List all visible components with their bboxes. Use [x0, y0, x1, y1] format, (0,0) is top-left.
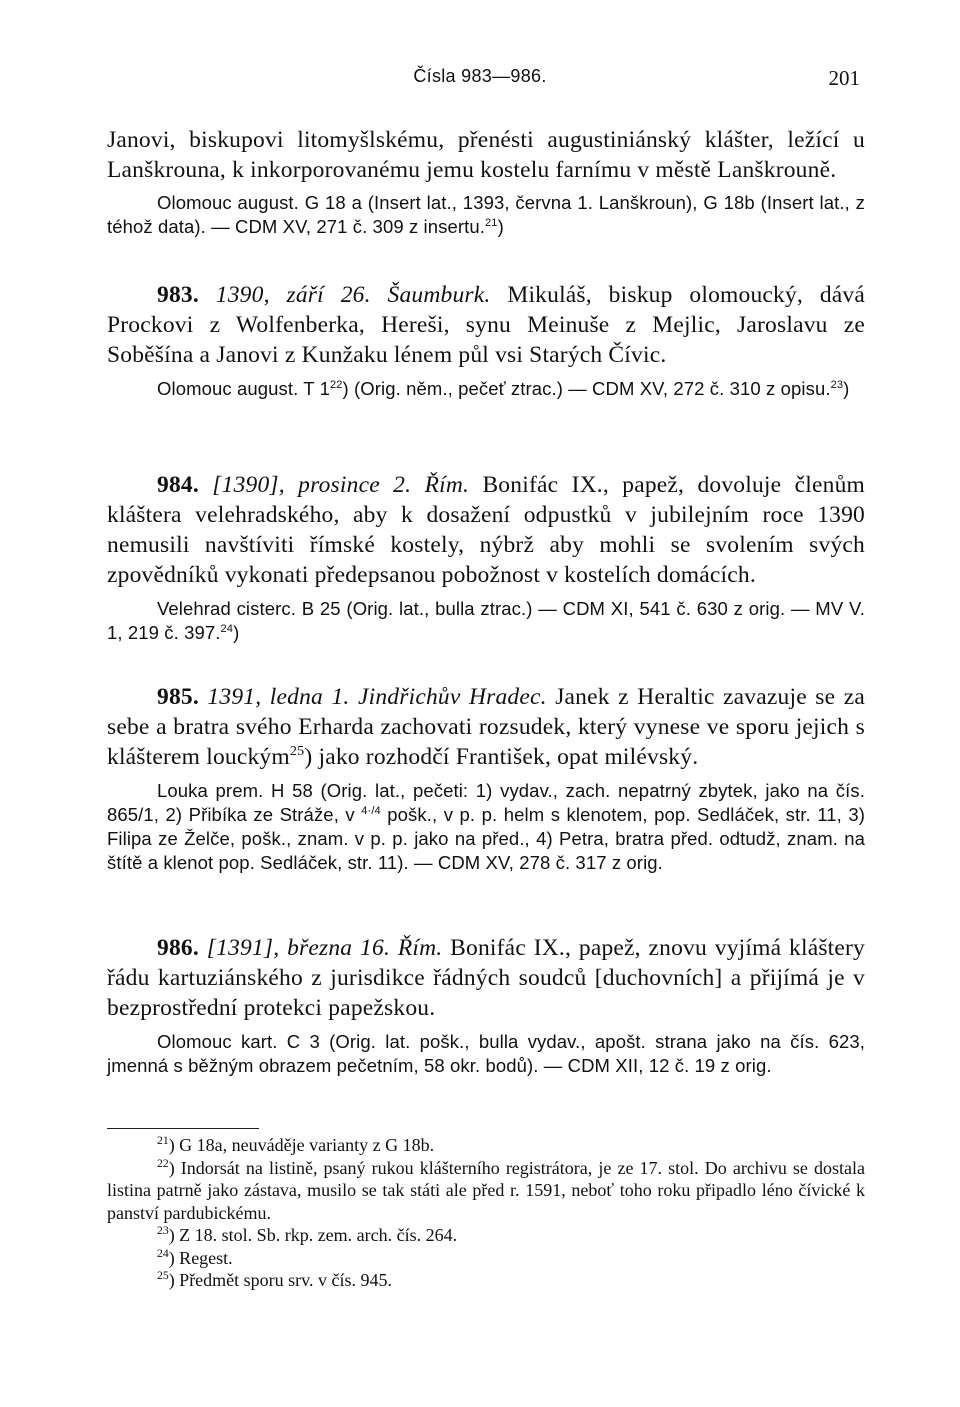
entry-body: Bonifác IX., papež, dovoluje členům kláštera velehradského, aby k dosažení odpustků v jubilejním roce 1390 nemusili navštíviti římské kostely, nýbrž aby mohli se svolením svých zpovědníků vykonati předepsanou pobožnost v kostelích domácích.	[107, 472, 866, 588]
entry-number: 983.	[157, 282, 199, 308]
footnote	[107, 1269, 865, 1292]
footnote-ref: 25	[289, 743, 305, 760]
footnote	[107, 1224, 865, 1247]
source-text: pošk., v p. p. helm s klenotem, pop. Sedláček, str. 11, 3) Filipa ze Želče, pošk., znam. v p. p. jako na před., 4) Petra, bratra před. odtudž, znam. na štítě a klenot pop. Sedláček, str. 11). — CDM XV, 278 č. 317 z orig.	[107, 804, 865, 873]
entry-date: [1390], prosince 2.	[212, 472, 412, 498]
footnote-mark: 21	[157, 1134, 169, 1147]
footnote-mark: 25	[157, 1269, 169, 1282]
entry-body: Bonifác IX., papež, znovu vyjímá kláštery řádu kartuziánského z jurisdikce řádných soudců [duchovních] a přijímá je v bezprostřední protekci papežskou.	[107, 935, 865, 1021]
footnote	[107, 1247, 865, 1270]
entry-source	[107, 597, 865, 645]
footnote	[107, 1134, 865, 1157]
entry-source: Olomouc kart. C 3 (Orig. lat. pošk., bulla vydav., apošt. strana jako na čís. 623, jmenná s běžným obrazem pečetním, 58 okr. bodů). — CDM XII, 12 č. 19 z orig.	[107, 1031, 865, 1076]
source-text: Velehrad cisterc. B 25 (Orig. lat., bulla ztrac.) — CDM XI, 541 č. 630 z orig. — MV V. 1, 219 č. 397.	[107, 598, 865, 643]
entry-985	[107, 682, 865, 875]
entry-984	[107, 470, 865, 645]
source-text: )	[497, 216, 504, 237]
footnote-text: ) Indorsát na listině, psaný rukou klášterního registrátora, je ze 17. stol. Do archivu se dostala listina patrně jako zástava, musilo se tak státi ale před r. 1591, neboť toho roku připadlo léno čívické k panství pardubickému.	[107, 1157, 865, 1223]
footnote-mark: 23	[157, 1224, 169, 1237]
running-head	[100, 64, 860, 94]
entry-place: Řím.	[424, 472, 470, 498]
footnote-text: ) Regest.	[168, 1247, 233, 1268]
footnote-mark: 24	[157, 1246, 169, 1260]
source-text: Olomouc august. G 18 a (Insert lat., 1393, června 1. Lanškroun), G 18b (Insert lat., z téhož data). — CDM XV, 271 č. 309 z insertu.	[107, 192, 865, 237]
source-text: Olomouc august. T 1	[157, 378, 330, 399]
source-text: Louka prem. H 58 (Orig. lat., pečeti: 1) vydav., zach. nepatrný zbytek, jako na čís. 865/1, 2) Přibíka ze Stráže, v	[107, 780, 865, 825]
entry-continuation	[107, 125, 865, 239]
entry-number: 985.	[157, 684, 199, 710]
footnote-ref: 24	[220, 622, 234, 635]
entry-source	[107, 377, 865, 401]
page-number: 201	[828, 66, 860, 90]
entry-number: 984.	[157, 472, 199, 498]
footnote-text: ) Předmět sporu srv. v čís. 945.	[168, 1270, 392, 1290]
entry-date: 1391, ledna 1.	[207, 684, 350, 710]
entry-986	[107, 933, 865, 1078]
entry-text	[107, 682, 865, 772]
entry-date: 1390, září 26.	[215, 282, 371, 308]
source-text: ) (Orig. něm., pečeť ztrac.) — CDM XV, 272 č. 310 z opisu.	[342, 378, 831, 399]
entry-text	[107, 933, 865, 1023]
entry-body: Mikuláš, biskup olomoucký, dává Prockovi z Wolfenberka, Hereši, synu Meinuše z Mejlic, Jaroslavu ze Soběšína a Janovi z Kunžaku lénem půl vsi Starých Čívic.	[107, 282, 866, 368]
entry-text	[107, 280, 865, 370]
footnote-divider	[107, 1128, 259, 1129]
footnote-text: ) G 18a, neuváděje varianty z G 18b.	[168, 1135, 435, 1155]
entry-place: Jindřichův Hradec.	[357, 684, 547, 710]
entry-place: Šaumburk.	[387, 282, 491, 308]
footnotes	[107, 1134, 865, 1292]
fraction: 4·/4	[361, 804, 381, 817]
source-text: )	[233, 622, 240, 643]
running-head-title: Čísla 983—986.	[413, 66, 547, 86]
footnote-mark: 22	[157, 1156, 169, 1170]
entry-number: 986.	[157, 935, 199, 961]
footnote-ref: 23	[830, 378, 844, 391]
footnote-text: ) Z 18. stol. Sb. rkp. zem. arch. čís. 264.	[168, 1225, 458, 1245]
entry-983	[107, 280, 865, 401]
footnote-ref: 22	[329, 378, 343, 391]
footnote	[107, 1157, 865, 1225]
entry-source	[107, 191, 865, 239]
footnote-ref: 21	[485, 216, 498, 229]
entry-body: ) jako rozhodčí František, opat milévský.	[304, 744, 699, 770]
source-text: )	[843, 378, 850, 399]
entry-text: Janovi, biskupovi litomyšlskému, přenésti augustiniánský klášter, ležící u Lanškrouna, k inkorporovanému jemu kostelu farnímu v městě Lanškrouně.	[107, 127, 865, 183]
entry-source	[107, 779, 865, 875]
entry-text	[107, 470, 865, 590]
entry-date: [1391], března 16.	[206, 935, 391, 961]
entry-place: Řím.	[397, 935, 443, 961]
entry-body: Janek z Heraltic zavazuje se za sebe a bratra svého Erharda zachovati rozsudek, který vynese ve sporu jejich s klášterem louckým	[107, 684, 866, 770]
